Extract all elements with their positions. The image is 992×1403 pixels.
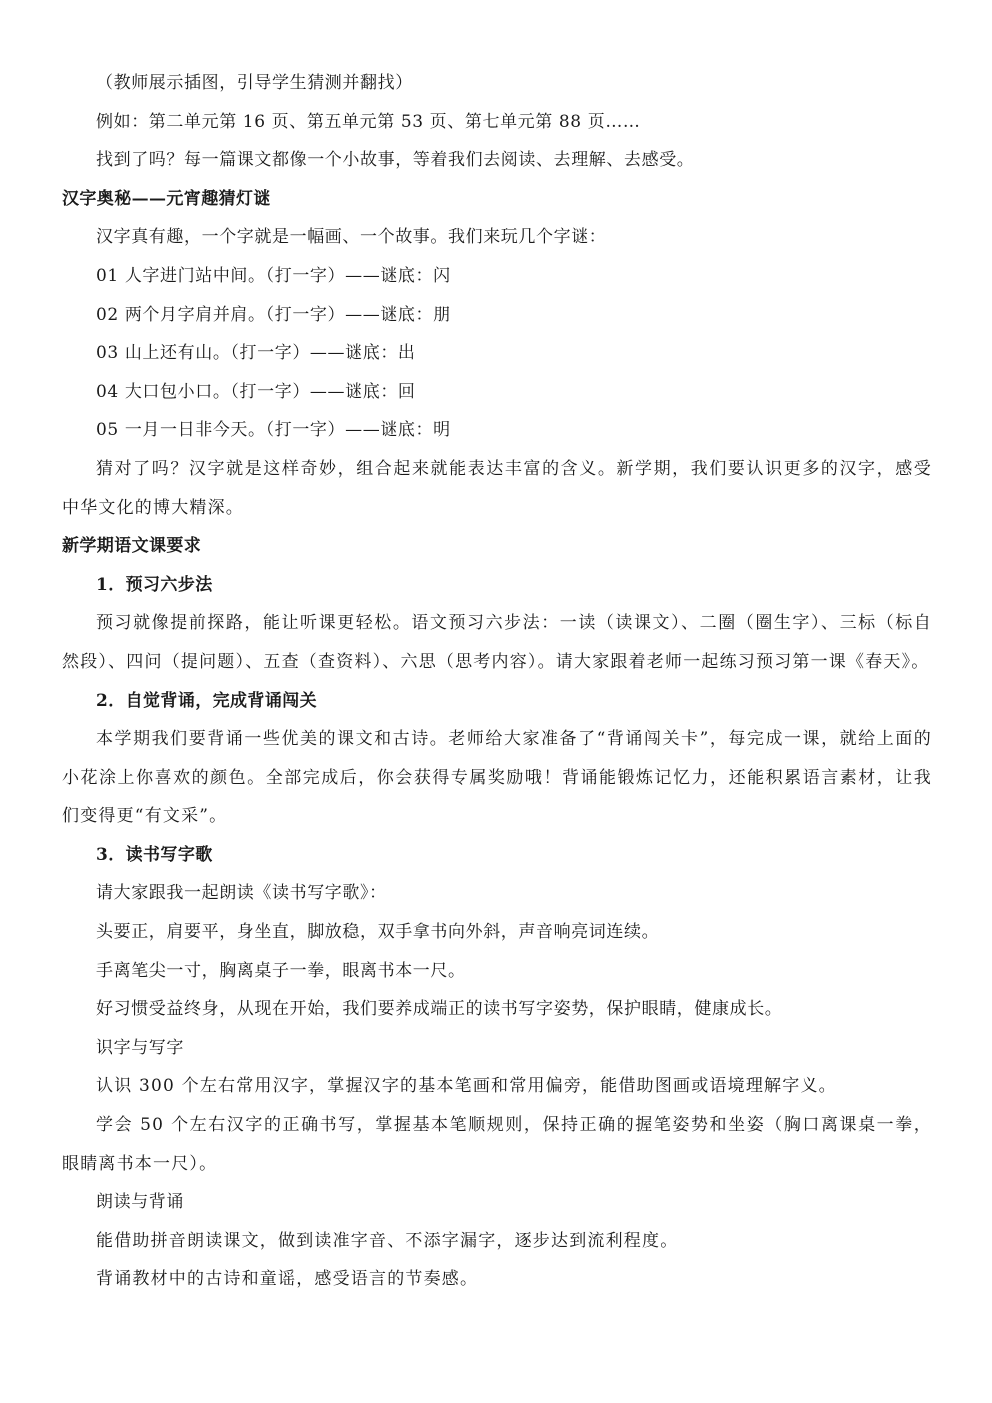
riddle-item-5: 05 一月一日非今天。（打一字）——谜底：明 (96, 420, 451, 441)
section-3-title: 3．读书写字歌 (96, 844, 213, 865)
section-1-body: 预习就像提前探路，能让听课更轻松。语文预习六步法：一读（读课文）、二圈（圈生字）、三标（标自然段）、四问（提问题）、五查（查资料）、六思（思考内容）。请大家跟着老师一起练习预习第一课《春天》。 (62, 613, 932, 672)
found-question: 找到了吗？每一篇课文都像一个小故事，等着我们去阅读、去理解、去感受。 (96, 150, 695, 171)
requirements-heading: 新学期语文课要求 (62, 536, 202, 557)
section-2-body: 本学期我们要背诵一些优美的课文和古诗。老师给大家准备了“背诵闯关卡”，每完成一课，就给上面的小花涂上你喜欢的颜色。全部完成后，你会获得专属奖励哦！背诵能锻炼记忆力，还能积累语言素材，让我们变得更“有文采”。 (62, 729, 932, 827)
riddles-intro: 汉字真有趣，一个字就是一幅画、一个故事。我们来玩几个字谜： (96, 227, 607, 248)
document-page (62, 64, 932, 1299)
riddle-item-2: 02 两个月字肩并肩。（打一字）——谜底：朋 (96, 304, 451, 325)
riddles-conclusion: 猜对了吗？汉字就是这样奇妙，组合起来就能表达丰富的含义。新学期，我们要认识更多的汉字，感受中华文化的博大精深。 (62, 458, 932, 518)
literacy-line-2: 学会 50 个左右汉字的正确书写，掌握基本笔顺规则，保持正确的握笔姿势和坐姿（胸口离课桌一拳，眼睛离书本一尺）。 (62, 1115, 932, 1174)
section-1-title: 1．预习六步法 (96, 574, 213, 595)
riddles-heading: 汉字奥秘——元宵趣猜灯谜 (62, 188, 271, 209)
literacy-title: 识字与写字 (96, 1037, 184, 1058)
song-line-3: 好习惯受益终身，从现在开始，我们要养成端正的读书写字姿势，保护眼睛，健康成长。 (96, 999, 783, 1020)
reading-line-2: 背诵教材中的古诗和童谣，感受语言的节奏感。 (96, 1269, 479, 1290)
riddle-item-4: 04 大口包小口。（打一字）——谜底：回 (96, 381, 416, 402)
reading-line-1: 能借助拼音朗读课文，做到读准字音、不添字漏字，逐步达到流利程度。 (96, 1230, 679, 1251)
section-2-title: 2．自觉背诵，完成背诵闯关 (96, 690, 318, 711)
song-intro: 请大家跟我一起朗读《读书写字歌》： (96, 883, 387, 904)
riddle-item-1: 01 人字进门站中间。（打一字）——谜底：闪 (96, 265, 451, 286)
song-line-1: 头要正，肩要平，身坐直，脚放稳，双手拿书向外斜，声音响亮词连续。 (96, 922, 660, 943)
literacy-line-1: 认识 300 个左右常用汉字，掌握汉字的基本笔画和常用偏旁，能借助图画或语境理解字义。 (96, 1076, 837, 1097)
song-line-2: 手离笔尖一寸，胸离桌子一拳，眼离书本一尺。 (96, 960, 466, 981)
riddle-item-3: 03 山上还有山。（打一字）——谜底：出 (96, 343, 416, 364)
teacher-note: （教师展示插图，引导学生猜测并翻找） (96, 73, 413, 93)
reading-title: 朗读与背诵 (96, 1192, 184, 1213)
page-example: 例如：第二单元第 16 页、第五单元第 53 页、第七单元第 88 页…… (96, 111, 641, 132)
